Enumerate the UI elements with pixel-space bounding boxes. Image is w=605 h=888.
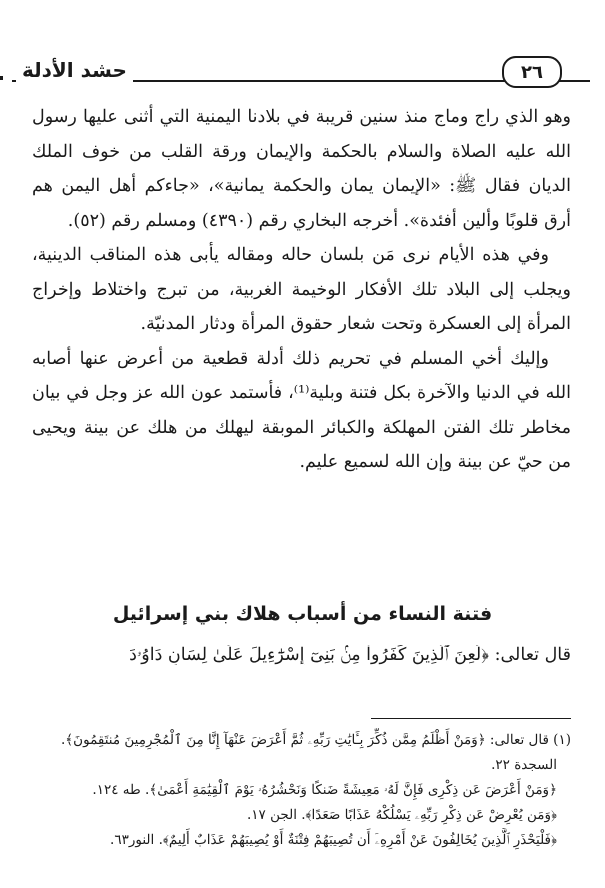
main-text (32, 100, 571, 480)
paragraph: وفي هذه الأيام نرى مَن بلسان حاله ومقاله يأبى هذه المناقب الدينية، ويجلب إلى البلاد تلك الأفكار الوخيمة الغربية، من تبرج واختلاط وإخراج المرأة إلى العسكرة وتحت شعار حقوق المرأة ودثار المدنيّة. (32, 245, 571, 334)
paragraph: وهو الذي راج وماج منذ سنين قريبة في بلادنا اليمنية التي أثنى عليها رسول الله عليه الصلاة والسلام بالحكمة والإيمان ورقة القلب من خوف الملك الديان فقال ﷺ: «الإيمان يمان والحكمة يمانية»، «جاءكم أهل اليمن هم أرق قلوبًا وألين أفئدة». أخرجه البخاري رقم (٤٣٩٠) ومسلم رقم (٥٢). (32, 107, 571, 231)
running-header (12, 50, 590, 96)
margin-mark (0, 76, 3, 80)
footnote-line: ﴿وَمَنْ أَعْرَضَ عَن ذِكْرِى فَإِنَّ لَهُۥ مَعِيشَةً ضَنكًا وَنَحْشُرُهُۥ يَوْمَ ٱلْقِيَٰمَةِ أَعْمَىٰ﴾. طه ١٢٤. (92, 782, 557, 798)
quote-intro: قال تعالى: (494, 645, 571, 665)
footnote-line: ﴿وَمَن يُعْرِضْ عَن ذِكْرِ رَبِّهِۦ يَسْلُكْهُ عَذَابًا صَعَدًا﴾. الجن ١٧. (246, 807, 557, 823)
quran-quote-line (30, 645, 571, 665)
footnote-line: (١) قال تعالى: ﴿وَمَنْ أَظْلَمُ مِمَّن ذُكِّرَ بِـَٔايَٰتِ رَبِّهِۦ ثُمَّ أَعْرَضَ عَنْهَآ إِنَّا مِنَ ٱلْمُجْرِمِينَ مُنتَقِمُونَ﴾. (60, 732, 571, 748)
section-heading: فتنة النساء من أسباب هلاك بني إسرائيل (112, 603, 493, 625)
page-number: ٢٦ (502, 56, 562, 88)
footnote-line: السجدة ٢٢. (491, 757, 557, 773)
quote-text: ﴿لُعِنَ ٱلَّذِينَ كَفَرُواْ مِنۢ بَنِىٓ إِسْرَٰٓءِيلَ عَلَىٰ لِسَانِ دَاوُۥدَ (129, 645, 489, 665)
footnote-rule (371, 718, 571, 719)
paragraph: وإليك أخي المسلم في تحريم ذلك أدلة قطعية من أعرض عنها أصابه الله في الدنيا والآخرة بكل فتنة وبلية⁽¹⁾، فأستمد عون الله عز وجل في بيان مخاطر تلك الفتن المهلكة والكبائر الموبقة ليهلك من هلك عن بينة ويحيى من حيّ عن بينة وإن الله لسميع عليم. (32, 348, 571, 472)
book-title: حشد الأدلة (16, 58, 133, 82)
footnotes (30, 728, 571, 853)
footnote-line: ﴿فَلْيَحْذَرِ ٱلَّذِينَ يُخَالِفُونَ عَنْ أَمْرِهِۦٓ أَن تُصِيبَهُمْ فِتْنَةٌ أَوْ يُصِيبَهُمْ عَذَابٌ أَلِيمٌ﴾. النور٦٣. (110, 832, 557, 848)
